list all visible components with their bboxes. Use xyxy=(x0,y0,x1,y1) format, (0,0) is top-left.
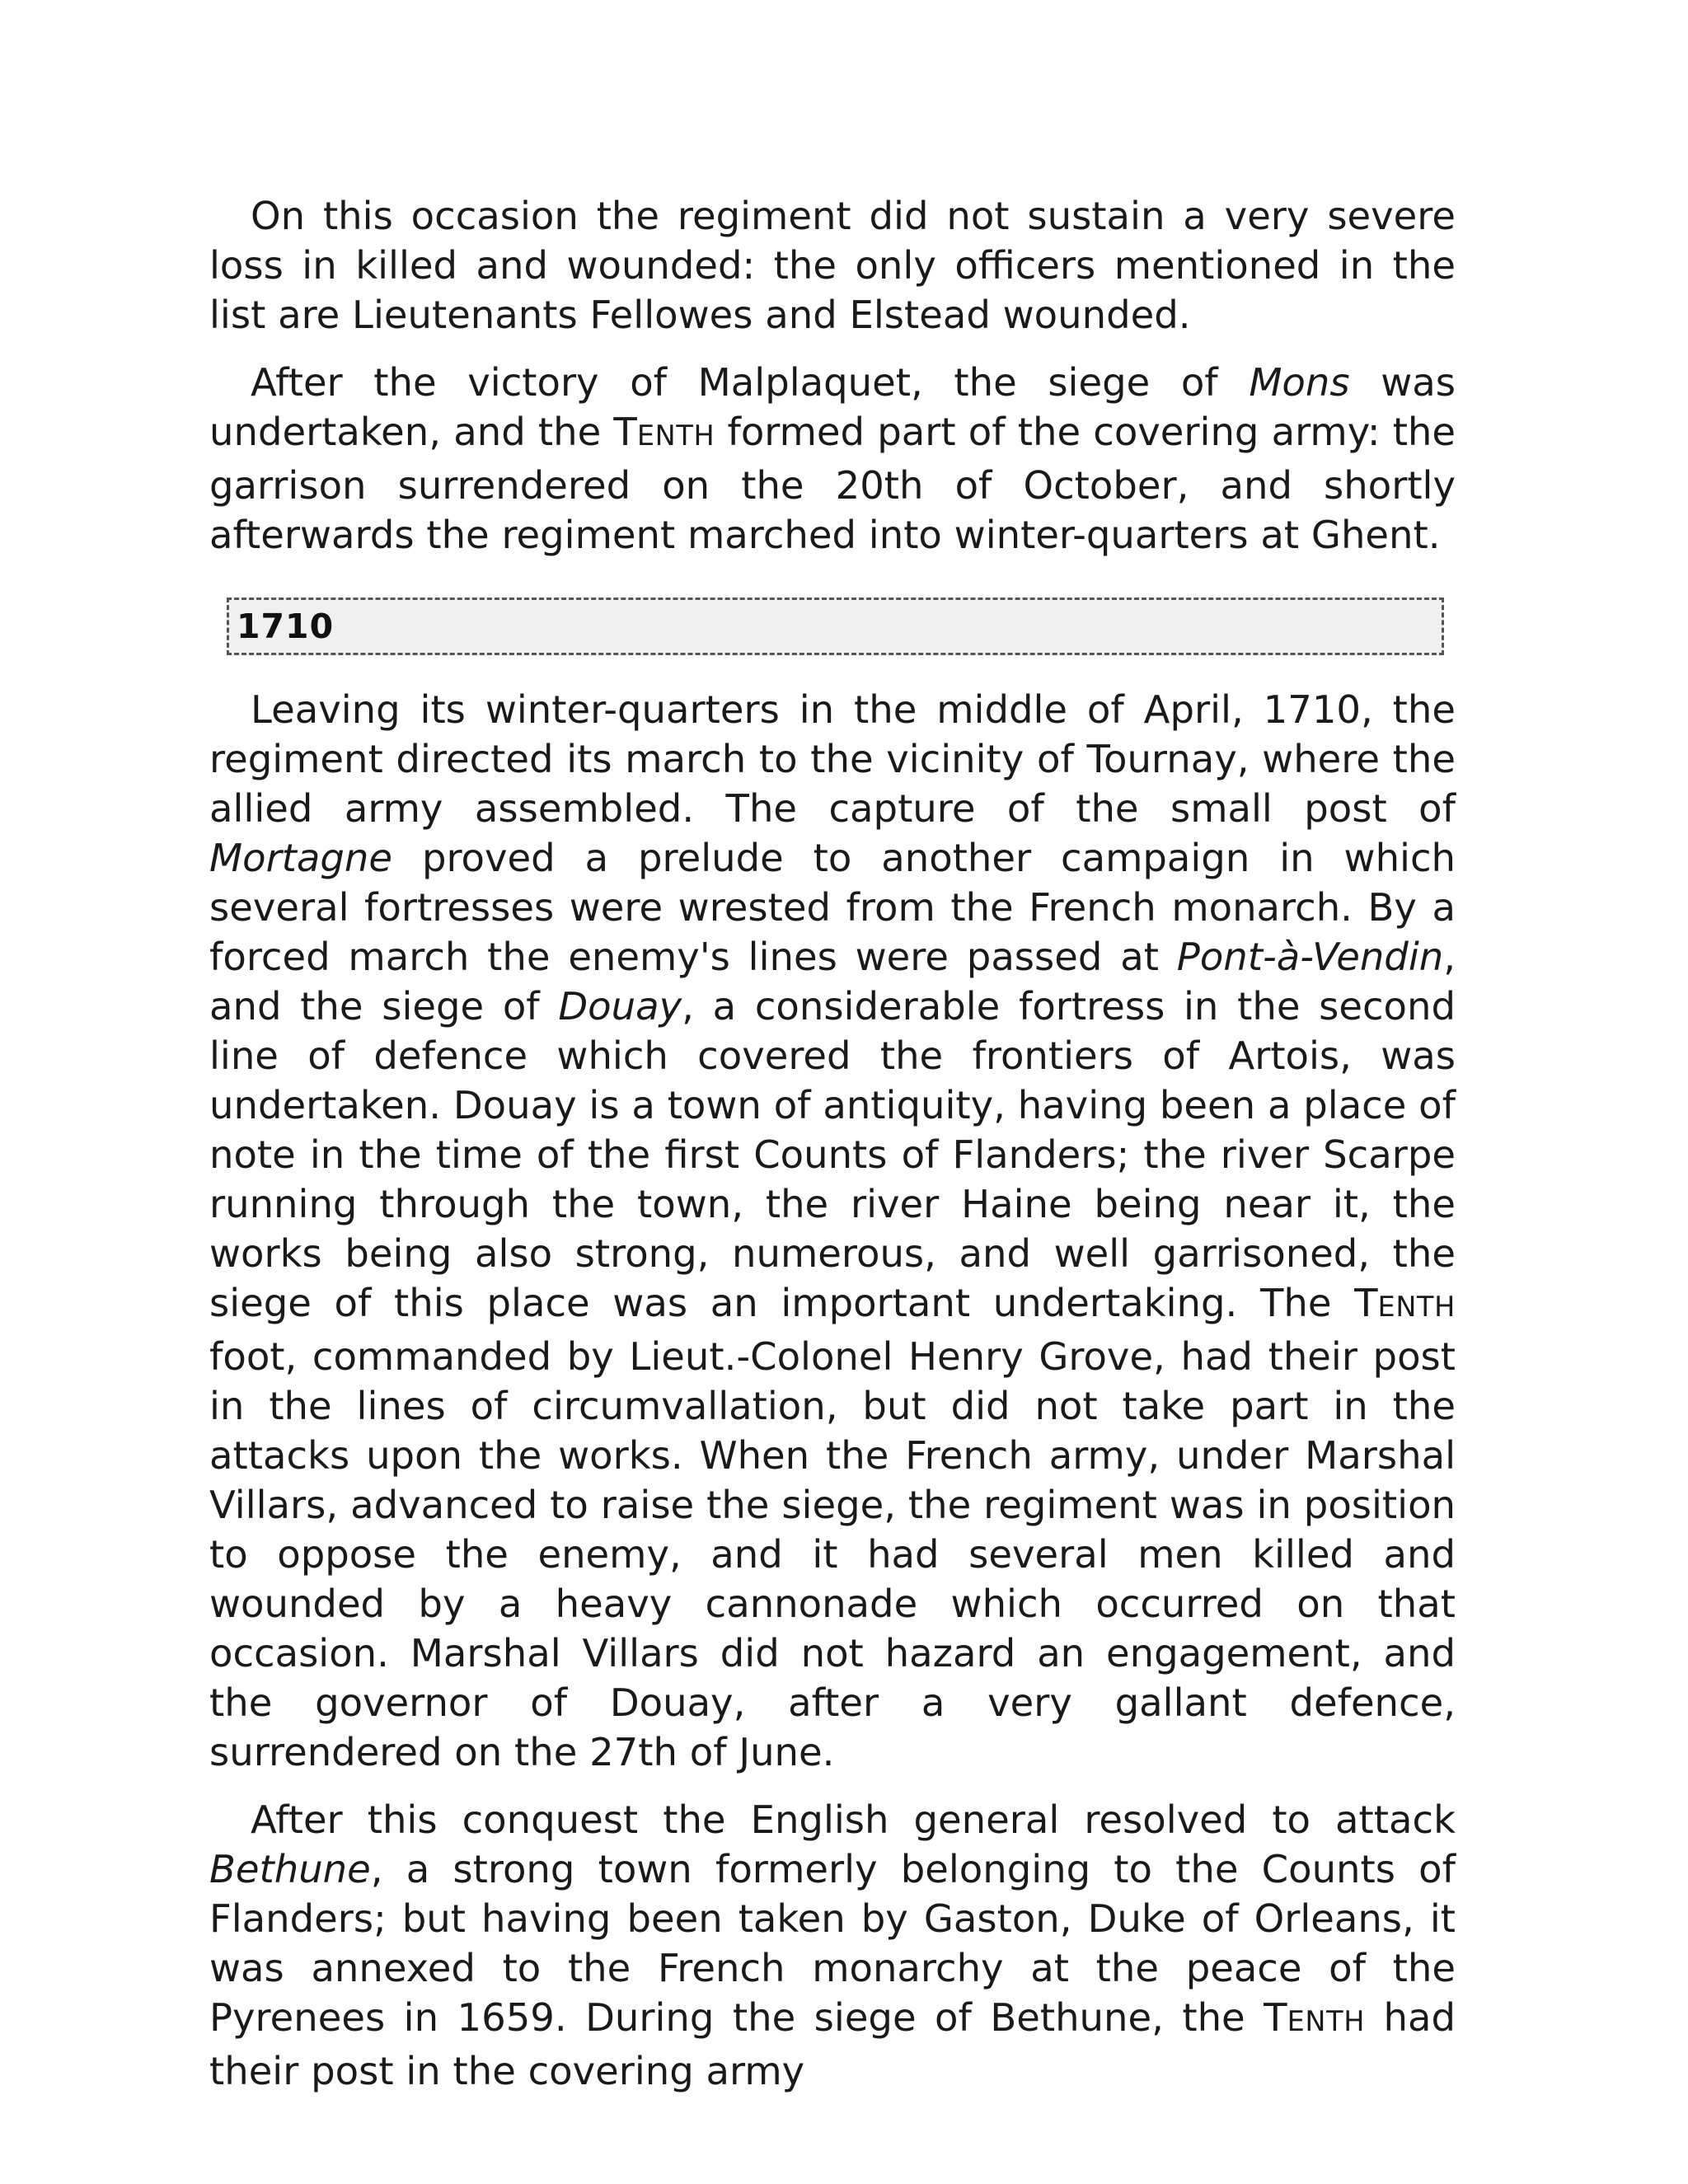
place-name-pont-a-vendin: Pont-à-Vendin xyxy=(1176,935,1444,979)
text-run: , a considerable fortress in the second line of defence which covered the frontiers of Artois, was undertaken. Douay is a town of antiquity, having been a place of note in the time of the first Counts of Flanders; the river Scarpe running through the town, the river Haine being near it, the works being also strong, numerous, and well garrisoned, the siege of this place was an important undertaking. The xyxy=(209,984,1456,1325)
text-run: After the victory of Malplaquet, the siege of xyxy=(251,360,1250,405)
text-run: Leaving its winter-quarters in the middle of April, 1710, the regiment directed its march to the vicinity of Tournay, where the allied army assembled. The capture of the small post of xyxy=(209,687,1456,831)
text-run: proved a prelude to another campaign in which several fortresses were wrested from the French monarch. By a forced march the enemy's lines were passed at xyxy=(209,836,1456,979)
year-heading-box xyxy=(227,598,1444,655)
text-run: had their post in the covering army xyxy=(209,1995,1456,2093)
small-caps-rest: ENTH xyxy=(636,419,715,452)
document-page xyxy=(209,191,1456,2114)
place-name-mortagne: Mortagne xyxy=(209,836,393,880)
text-run: formed part of the covering army: the garrison surrendered on the 20th of October, and shortly afterwards the regiment marched into winter-quarters at Ghent. xyxy=(209,410,1456,557)
small-caps-rest: ENTH xyxy=(1287,2005,1366,2037)
place-name-bethune: Bethune xyxy=(209,1847,371,1891)
regiment-name-tenth xyxy=(1354,1281,1456,1325)
text-run: After this conquest the English general resolved to attack xyxy=(251,1797,1456,1842)
small-caps-rest: ENTH xyxy=(1377,1291,1456,1323)
small-caps-initial: T xyxy=(1354,1281,1378,1325)
text-run: , a strong town formerly belonging to the Counts of Flanders; but having been taken by Gaston, Duke of Orleans, it was annexed to the French monarchy at the peace of the Pyrenees in 1659. During the siege of Bethune, the xyxy=(209,1847,1456,2040)
regiment-name-tenth xyxy=(613,410,715,454)
small-caps-initial: T xyxy=(1264,1995,1287,2040)
paragraph-siege-of-mons xyxy=(209,358,1456,560)
paragraph-text: On this occasion the regiment did not sustain a very severe loss in killed and wounded: the only officers mentioned in the list are Lieutenants Fellowes and Elstead wounded. xyxy=(209,194,1456,337)
paragraph-siege-of-douay xyxy=(209,685,1456,1777)
regiment-name-tenth xyxy=(1264,1995,1365,2040)
paragraph-losses xyxy=(209,191,1456,340)
text-run: was undertaken, and the xyxy=(209,360,1456,454)
text-run: foot, commanded by Lieut.-Colonel Henry Grove, had their post in the lines of circumvallation, but did not take part in the attacks upon the works. When the French army, under Marshal Villars, advanced to raise the siege, the regiment was in position to oppose the enemy, and it had several men killed and wounded by a heavy cannonade which occurred on that occasion. Marshal Villars did not hazard an engagement, and the governor of Douay, after a very gallant defence, surrendered on the 27th of June. xyxy=(209,1334,1456,1774)
year-heading: 1710 xyxy=(237,607,335,646)
paragraph-siege-of-bethune xyxy=(209,1795,1456,2096)
text-run: , and the siege of xyxy=(209,935,1456,1029)
small-caps-initial: T xyxy=(613,410,637,454)
place-name-douay: Douay xyxy=(558,984,682,1029)
place-name-mons: Mons xyxy=(1249,360,1350,405)
